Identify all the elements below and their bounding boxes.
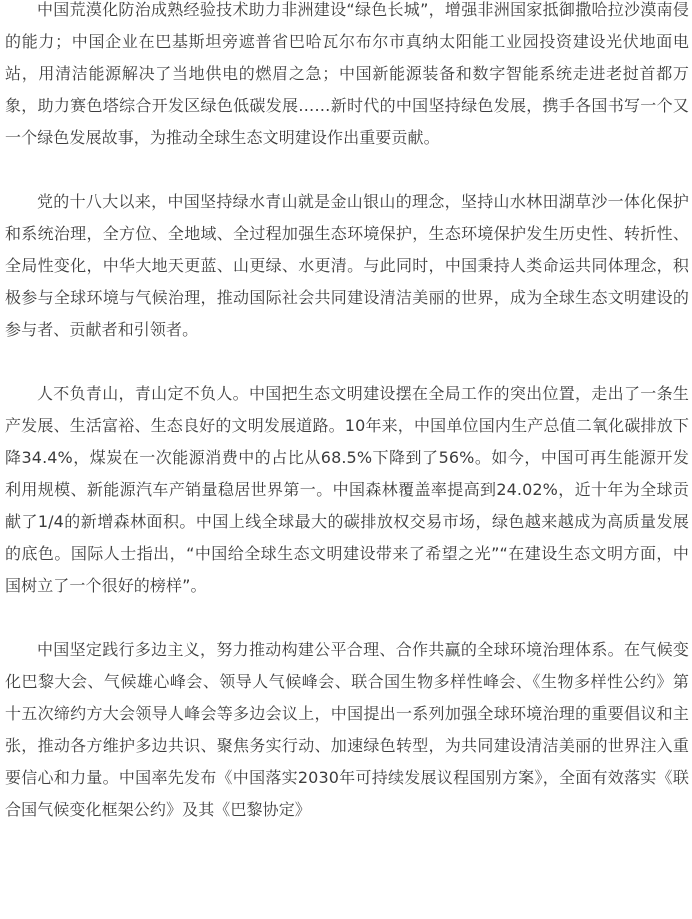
article-body	[5, 0, 689, 858]
paragraph-multilateralism: 中国坚定践行多边主义，努力推动构建公平合理、合作共赢的全球环境治理体系。在气候变化巴黎大会、气候雄心峰会、领导人气候峰会、联合国生物多样性峰会、《生物多样性公约》第十五次缔约方大会领导人峰会等多边会议上，中国提出一系列加强全球环境治理的重要倡议和主张，推动各方维护多边共识、聚焦务实行动、加速绿色转型，为共同建设清洁美丽的世界注入重要信心和力量。中国率先发布《中国落实2030年可持续发展议程国别方案》，全面有效落实《联合国气候变化框架公约》及其《巴黎协定》	[5, 640, 689, 819]
paragraph-civilization-achievements: 人不负青山，青山定不负人。中国把生态文明建设摆在全局工作的突出位置，走出了一条生产发展、生活富裕、生态良好的文明发展道路。10年来，中国单位国内生产总值二氧化碳排放下降34.4%，煤炭在一次能源消费中的占比从68.5%下降到了56%。如今，中国可再生能源开发利用规模、新能源汽车产销量稳居世界第一。中国森林覆盖率提高到24.02%，近十年为全球贡献了1/4的新增森林面积。中国上线全球最大的碳排放权交易市场，绿色越来越成为高质量发展的底色。国际人士指出，“中国给全球生态文明建设带来了希望之光”“在建设生态文明方面，中国树立了一个很好的榜样”。	[5, 384, 689, 595]
paragraph-ecological-protection: 党的十八大以来，中国坚持绿水青山就是金山银山的理念，坚持山水林田湖草沙一体化保护和系统治理，全方位、全地域、全过程加强生态环境保护，生态环境保护发生历史性、转折性、全局性变化，中华大地天更蓝、山更绿、水更清。与此同时，中国秉持人类命运共同体理念，积极参与全球环境与气候治理，推动国际社会共同建设清洁美丽的世界，成为全球生态文明建设的参与者、贡献者和引领者。	[5, 192, 689, 339]
paragraph-green-development-stories: 中国荒漠化防治成熟经验技术助力非洲建设“绿色长城”，增强非洲国家抵御撒哈拉沙漠南侵的能力；中国企业在巴基斯坦旁遮普省巴哈瓦尔布尔市真纳太阳能工业园投资建设光伏地面电站，用清洁能源解决了当地供电的燃眉之急；中国新能源装备和数字智能系统走进老挝首都万象，助力赛色塔综合开发区绿色低碳发展……新时代的中国坚持绿色发展，携手各国书写一个又一个绿色发展故事，为推动全球生态文明建设作出重要贡献。	[5, 0, 689, 147]
